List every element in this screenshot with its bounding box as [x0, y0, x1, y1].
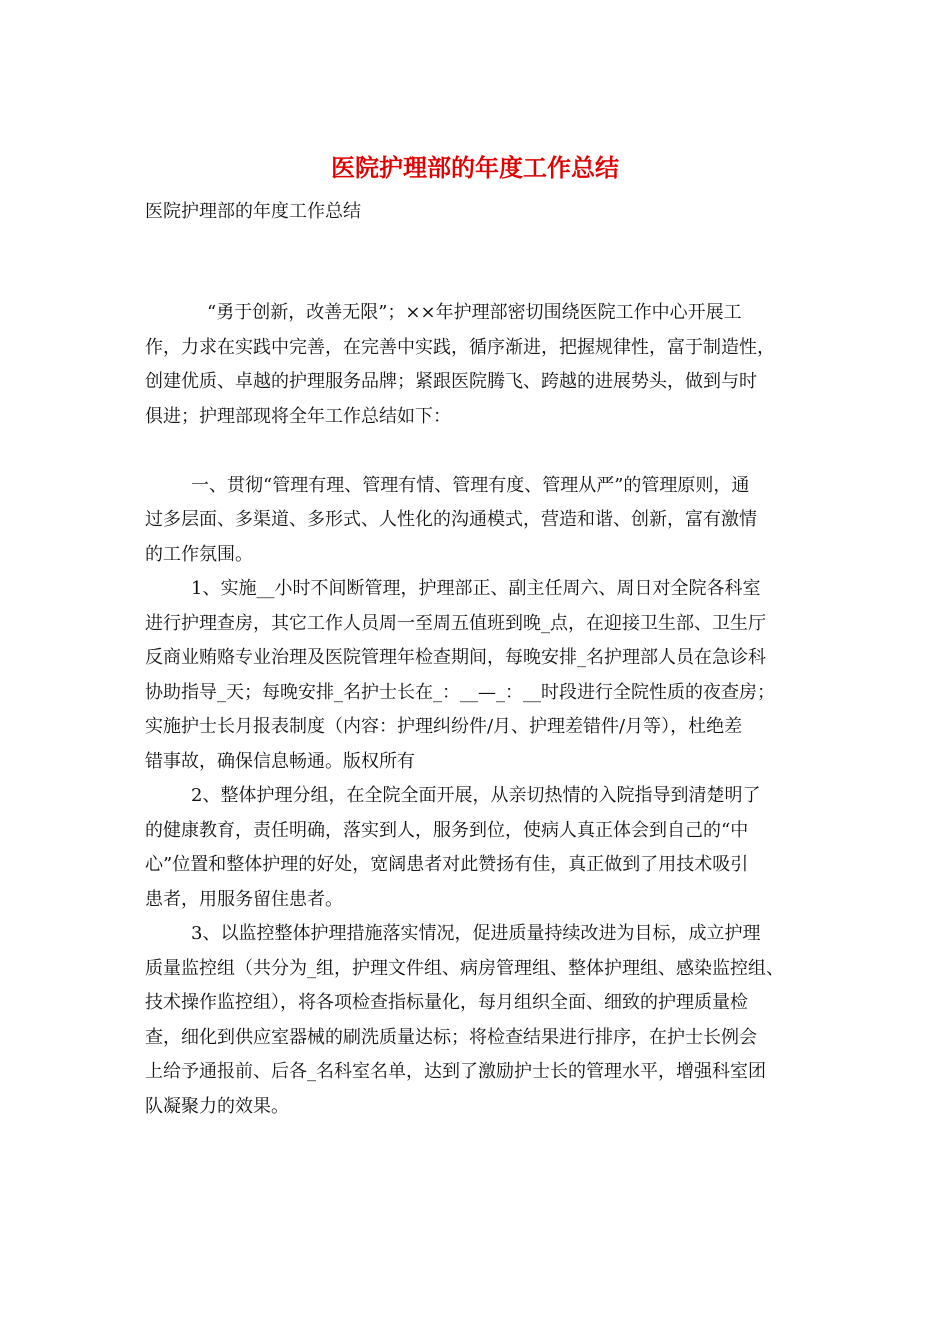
- paragraph-line: 心”位置和整体护理的好处，宽阔患者对此赞扬有佳，真正做到了用技术吸引: [145, 854, 749, 875]
- document-title: 医院护理部的年度工作总结: [331, 153, 619, 182]
- paragraph-gap: [145, 434, 815, 469]
- paragraph-line: 作，力求在实践中完善，在完善中实践，循序渐进，把握规律性，富于制造性，: [145, 336, 775, 358]
- paragraph-line: 技术操作监控组），将各项检查指标量化，每月组织全面、细致的护理质量检: [145, 992, 748, 1013]
- paragraph-line: “勇于创新，改善无限”；××年护理部密切围绕医院工作中心开展工: [207, 302, 742, 323]
- paragraph-line: 创建优质、卓越的护理服务品牌；紧跟医院腾飞、跨越的进展势头，做到与时: [145, 371, 757, 392]
- paragraph-line: 查，细化到供应室器械的刷洗质量达标；将检查结果进行排序，在护士长例会: [145, 1026, 757, 1048]
- paragraph-line: 过多层面、多渠道、多形式、人性化的沟通模式，营造和谐、创新，富有激情: [145, 509, 757, 530]
- paragraph-line: 患者，用服务留住患者。: [145, 888, 343, 910]
- paragraph-line: 进行护理查房，其它工作人员周一至周五值班到晚_点，在迎接卫生部、卫生厅: [145, 612, 766, 634]
- paragraph-line: 反商业贿赂专业治理及医院管理年检查期间，每晚安排_名护理部人员在急诊科: [145, 647, 766, 668]
- paragraph-line: 1、实施__小时不间断管理，护理部正、副主任周六、周日对全院各科室: [191, 578, 761, 599]
- paragraph: [145, 917, 815, 1124]
- paragraph-line: 的健康教育，责任明确，落实到人，服务到位，使病人真正体会到自己的“中: [145, 819, 749, 841]
- paragraph-line: 2、整体护理分组，在全院全面开展，从亲切热情的入院指导到清楚明了: [191, 785, 761, 806]
- document-body: [145, 296, 815, 1124]
- paragraph: [145, 779, 815, 917]
- paragraph-line: 上给予通报前、后各_名科室名单，达到了激励护士长的管理水平，增强科室团: [145, 1061, 766, 1082]
- document-subtitle: 医院护理部的年度工作总结: [145, 201, 361, 222]
- paragraph-line: 的工作氛围。: [145, 543, 253, 565]
- paragraph-line: 俱进；护理部现将全年工作总结如下：: [145, 405, 451, 427]
- paragraph: [145, 296, 815, 434]
- paragraph-line: 3、以监控整体护理措施落实情况，促进质量持续改进为目标，成立护理: [191, 923, 761, 944]
- paragraph-line: 实施护士长月报表制度（内容：护理纠纷件/月、护理差错件/月等），杜绝差: [145, 716, 743, 737]
- paragraph-line: 协助指导_天；每晚安排_名护士长在_：__—_：__时段进行全院性质的夜查房；: [145, 681, 775, 703]
- paragraph: [145, 572, 815, 779]
- paragraph-line: 质量监控组（共分为_组，护理文件组、病房管理组、整体护理组、感染监控组、: [145, 957, 784, 979]
- paragraph-line: 队凝聚力的效果。: [145, 1095, 289, 1117]
- paragraph: [145, 469, 815, 573]
- paragraph-line: 一、贯彻“管理有理、管理有情、管理有度、管理从严”的管理原则，通: [191, 474, 750, 496]
- paragraph-line: 错事故，确保信息畅通。版权所有: [145, 750, 415, 772]
